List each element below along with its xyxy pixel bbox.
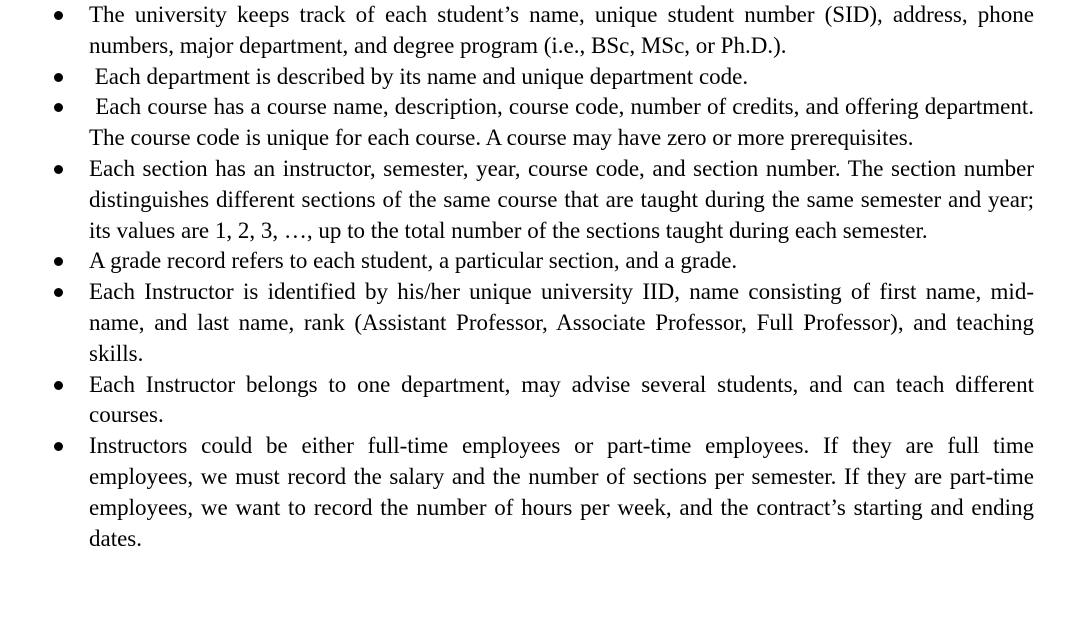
bullet-icon <box>54 11 63 20</box>
list-item <box>0 92 1090 154</box>
list-item <box>0 62 1090 93</box>
list-item-text: A grade record refers to each student, a particular section, and a grade. <box>89 248 738 274</box>
list-item <box>0 370 1090 432</box>
bullet-icon <box>54 442 63 451</box>
list-item <box>0 154 1090 246</box>
list-item <box>0 277 1090 369</box>
list-item-text: Each course has a course name, description, course code, number of credits, and offering department. The course code is unique for each course. A course may have zero or more prerequisites. <box>89 94 1040 151</box>
list-item <box>0 431 1090 554</box>
list-item-text: Each department is described by its name and unique department code. <box>89 63 749 89</box>
bullet-icon <box>54 73 63 82</box>
bullet-icon <box>54 257 63 266</box>
bullet-icon <box>54 165 63 174</box>
list-item <box>0 246 1090 277</box>
list-item-text: Each Instructor is identified by his/her unique university IID, name consisting of first name, mid-name, and last name, rank (Assistant Professor, Associate Professor, Full Professor), and teaching skills. <box>89 279 1034 366</box>
bullet-icon <box>54 288 63 297</box>
list-item-text: Each section has an instructor, semester, year, course code, and section number. The section number distinguishes different sections of the same course that are taught during the same semester and year; its values are 1, 2, 3, …, up to the total number of the sections taught during each semester. <box>89 155 1034 243</box>
bullet-icon <box>54 103 63 112</box>
list-item-text: The university keeps track of each student’s name, unique student number (SID), address, phone numbers, major department, and degree program (i.e., BSc, MSc, or Ph.D.). <box>89 2 1034 58</box>
list-item-text: Each Instructor belongs to one department, may advise several students, and can teach different courses. <box>89 371 1034 428</box>
list-item <box>0 0 1090 62</box>
bullet-icon <box>54 381 63 390</box>
list-item-text: Instructors could be either full-time employees or part-time employees. If they are full time employees, we must record the salary and the number of sections per semester. If they are part-time employees, we want to record the number of hours per week, and the contract’s starting and ending dates. <box>89 433 1034 551</box>
